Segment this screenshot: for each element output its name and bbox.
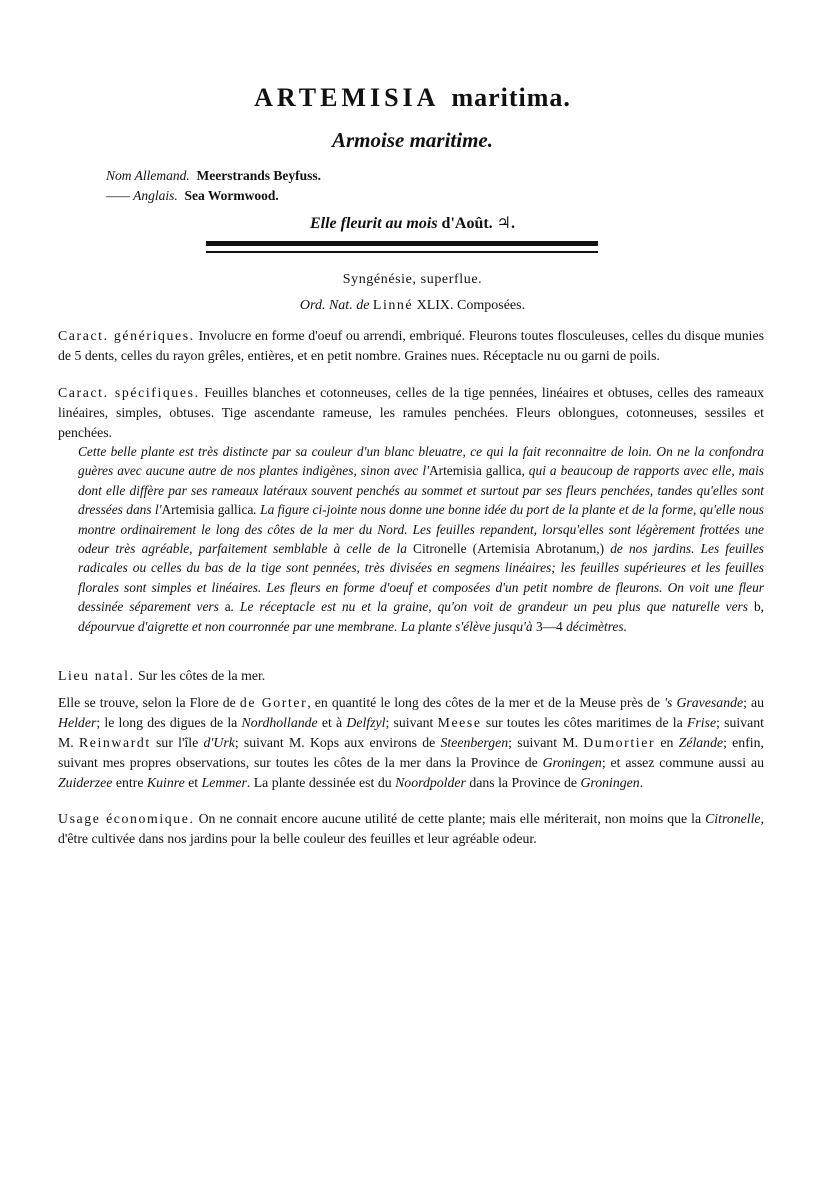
generic-characters — [58, 326, 764, 366]
loc-text: ; au — [743, 695, 765, 710]
loc-place: Zuiderzee — [58, 775, 113, 790]
loc-person: Dumortier — [583, 735, 656, 750]
generic-lead: Caract. génériques. — [58, 328, 195, 343]
english-name-row — [106, 186, 321, 206]
loc-text: ; suivant — [385, 715, 438, 730]
loc-text: , en quantité le long des côtes de la mer et de la Meuse près de — [307, 695, 665, 710]
divider-thick — [206, 241, 598, 246]
desc-ref-3: Citronelle (Artemisia Abrotanum,) — [413, 541, 605, 557]
desc-text-5: . Le réceptacle est nu et la graine, qu'on voit de grandeur un peu plus que naturelle vers — [230, 599, 754, 615]
loc-text: ; suivant M. — [508, 735, 584, 750]
loc-person: Meese — [437, 715, 482, 730]
generic-text: Involucre en forme d'oeuf ou arrendi, embriqué. Fleurons toutes flosculeuses, celles du disque munies de 5 dents, celles du rayon grêles, entières, et en petit nombre. Graines nues. Réceptacle nu ou garni de poils. — [58, 328, 765, 363]
loc-place: d'Urk — [203, 735, 235, 750]
desc-text-1: Cette belle plante est très distincte par sa couleur d'un blanc bleuatre, ce qui la fait reconnaitre de loin. On ne la confondra guères avec aucune autre de nos plantes indigènes, sinon avec l' — [78, 444, 764, 479]
desc-ref-4: a — [224, 599, 231, 615]
loc-place: Noordpolder — [395, 775, 466, 790]
usage-lead: Usage économique. — [58, 811, 195, 826]
german-name-value: Meerstrands Beyfuss. — [196, 168, 321, 183]
loc-place: Helder — [58, 715, 97, 730]
loc-place: Delfzyl — [346, 715, 386, 730]
page-subtitle: Armoise maritime. — [331, 128, 493, 152]
desc-ref-5: b — [753, 599, 761, 615]
desc-text-2: , qui a beaucoup de rapports avec elle, mais dont elle diffère par ses rameaux latéraux souvent penchés au sommet et surtout par ses fleurs penchées, tandes qu'elles sont dressées dans l' — [78, 463, 764, 518]
ord-author: Linné — [372, 298, 414, 313]
ord-rest: XLIX. Composées. — [416, 298, 526, 313]
flowering-month: d'Août. ♃. — [441, 215, 516, 232]
loc-person: Kops — [309, 735, 340, 750]
specific-text: Feuilles blanches et cotonneuses, celles de la tige pennées, linéaires et obtuses, celles des rameaux linéaires, simples, obtuses. Tige ascendante rameuse, les ramules penchées. Fleurs oblongues, cotonneuses, sessiles et penchées. — [58, 385, 764, 440]
habitat-text: Sur les côtes de la mer. — [138, 668, 266, 683]
ord-de: de — [356, 298, 370, 313]
loc-text: ; le long des digues de la — [96, 715, 242, 730]
desc-text-3: . La figure ci-jointe nous donne une bonne idée du port de la plante et de la forme, qu'elle nous montre ordinairement le long des côtes de la mer du Nord. Les feuilles repandent, lorsqu'elles sont légèrement frottées une odeur très agréable, parfaitement semblable à celle de la — [78, 502, 764, 557]
natural-order — [0, 296, 825, 316]
loc-place: Steenbergen — [440, 735, 509, 750]
german-name-label: Nom Allemand. — [106, 168, 190, 183]
loc-place: 's Gravesande — [664, 695, 744, 710]
usage-text: On ne connait encore aucune utilité de cette plante; mais elle mériterait, non moins que la — [198, 811, 706, 826]
desc-text-4: de nos jardins. Les feuilles radicales ou celles du bas de la tige sont pennées, très divisées en segmens linéaires; les feuilles supérieures et les feuilles florales sont simples et linéaires. Les fleurs en forme d'oeuf et composées d'un petit nombre de fleurons. On voit une fleur dessinée séparement vers — [78, 541, 764, 615]
loc-place: Groningen — [580, 775, 640, 790]
loc-place: Zélande — [678, 735, 724, 750]
title-species: maritima. — [451, 83, 571, 112]
loc-text: ; suivant M. — [234, 735, 310, 750]
loc-text: en — [655, 735, 679, 750]
ord-prefix: Ord. Nat. — [299, 298, 353, 313]
description-paragraph — [78, 442, 764, 636]
desc-ref-6: 3—4 — [535, 618, 563, 634]
loc-text: ; enfin, suivant mes propres observations, sur toutes les côtes de la mer dans la Province de — [58, 735, 764, 770]
loc-place: Nordhollande — [241, 715, 318, 730]
desc-text-6: , dépourvue d'aigrette et non courronnée par une membrane. La plante s'élève jusqu'à — [78, 599, 764, 634]
loc-text: . La plante dessinée est du — [246, 775, 396, 790]
loc-person: de Gorter — [239, 695, 308, 710]
loc-text: et — [184, 775, 202, 790]
flowering-line — [0, 212, 825, 236]
usage-text: , d'être cultivée dans nos jardins pour la belle couleur des feuilles et leur agréable odeur. — [58, 811, 764, 846]
desc-text-7: décimètres. — [562, 618, 627, 634]
loc-text: et à — [317, 715, 347, 730]
loc-text: ; suivant M. — [58, 715, 764, 750]
specific-characters — [58, 383, 764, 443]
english-name-value: Sea Wormwood. — [184, 188, 279, 203]
loc-place: Lemmer — [201, 775, 247, 790]
loc-text: Elle se trouve, selon la Flore de — [58, 695, 240, 710]
loc-text: aux environs de — [339, 735, 441, 750]
loc-text: entre — [112, 775, 147, 790]
loc-text: . — [639, 775, 644, 790]
loc-person: Reinwardt — [78, 735, 151, 750]
loc-place: Frise — [686, 715, 717, 730]
loc-text: sur l'île — [150, 735, 204, 750]
specific-lead: Caract. spécifiques. — [58, 385, 200, 400]
habitat-lead: Lieu natal. — [58, 668, 135, 683]
title-genus: ARTEMISIA — [254, 83, 440, 112]
loc-place: Groningen — [542, 755, 602, 770]
desc-ref-2: Artemisia gallica — [161, 502, 254, 518]
divider-thin — [206, 251, 598, 253]
flowering-italic: Elle fleurit au mois — [309, 215, 438, 232]
habitat — [58, 666, 764, 686]
loc-text: dans la Province de — [465, 775, 581, 790]
linnaean-class: Syngénésie, superflue. — [342, 272, 483, 287]
desc-ref-1: Artemisia gallica — [428, 463, 522, 479]
usage-plant: Citronelle — [705, 811, 761, 826]
page-title — [0, 82, 825, 114]
german-name-row — [106, 166, 321, 186]
loc-text: sur toutes les côtes maritimes de la — [481, 715, 687, 730]
economic-use — [58, 809, 764, 849]
english-name-label: —— Anglais. — [106, 188, 178, 203]
loc-place: Kuinre — [146, 775, 185, 790]
common-names — [106, 166, 321, 206]
loc-text: ; et assez commune aussi au — [601, 755, 764, 770]
locations-paragraph — [58, 693, 764, 793]
